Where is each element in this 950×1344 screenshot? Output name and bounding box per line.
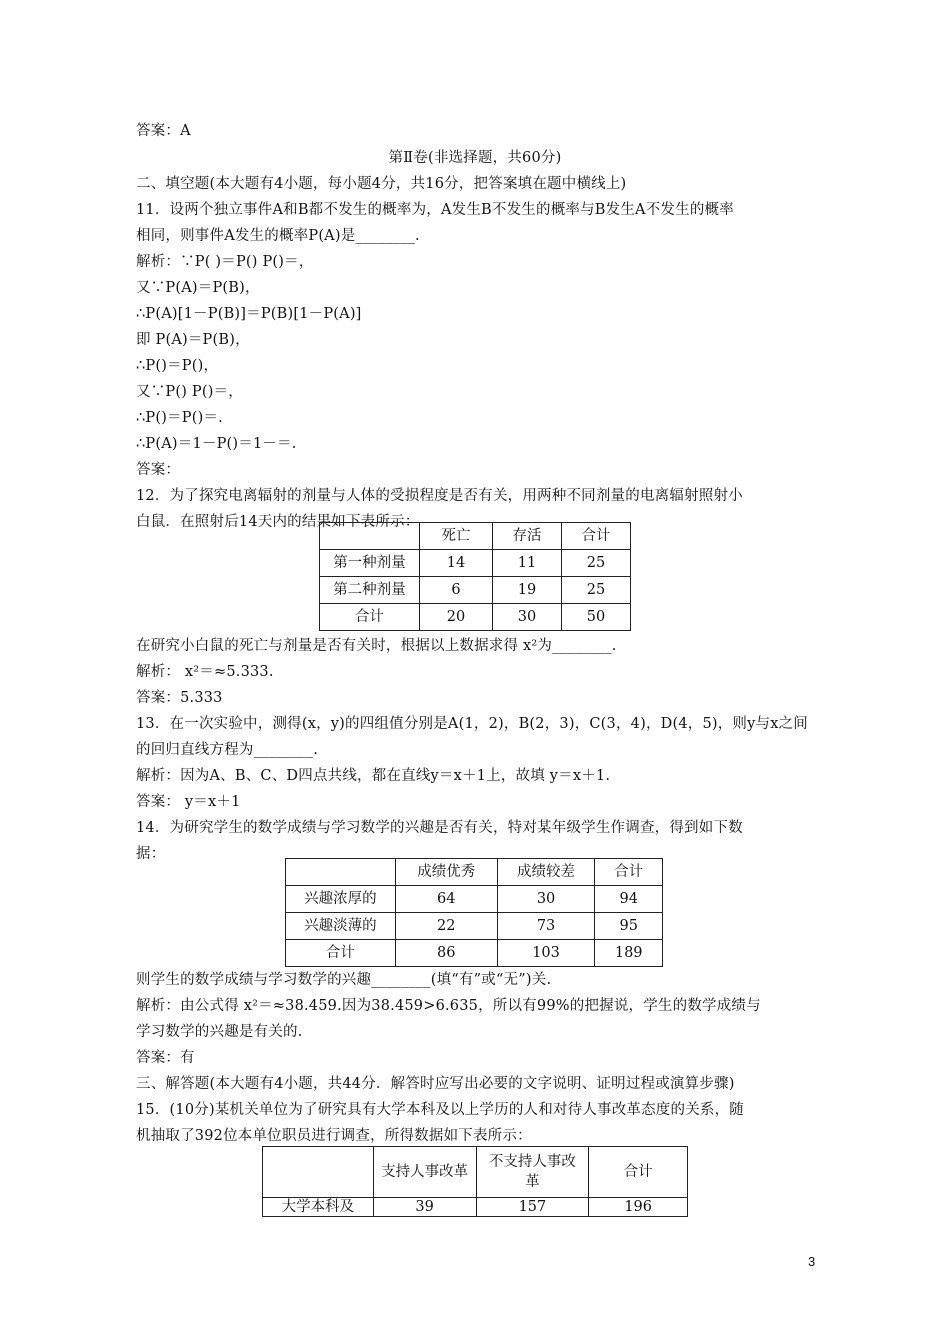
question-12-line2: 白鼠．在照射后14天内的结果如下表所示： (136, 514, 420, 530)
table-cell: 合计 (589, 1147, 688, 1198)
table-cell: 30 (497, 886, 595, 913)
table-cell: 95 (595, 913, 663, 940)
table-cell: 死亡 (419, 523, 492, 550)
section-heading-solve: 三、解答题(本大题有4小题，共44分．解答时应写出必要的文字说明、证明过程或演算步骤) (136, 1076, 735, 1092)
question-15-line2: 机抽取了392位本单位职员进行调查，所得数据如下表所示： (136, 1128, 532, 1144)
table-cell: 19 (493, 577, 562, 604)
table-cell: 196 (589, 1198, 688, 1217)
solution-11-line7: ∴P()＝P()＝. (136, 410, 223, 426)
answer-13: 答案： y＝x＋1 (136, 794, 241, 810)
table-cell: 86 (395, 940, 497, 967)
table-cell: 64 (395, 886, 497, 913)
table-cell: 73 (497, 913, 595, 940)
solution-13: 解析：因为A、B、C、D四点共线，都在直线y＝x＋1上，故填 y＝x＋1. (136, 768, 611, 784)
solution-11-line6: 又∵P() P()＝， (136, 384, 243, 400)
table-cell: 39 (373, 1198, 476, 1217)
table-cell: 兴趣浓厚的 (286, 886, 396, 913)
table-cell: 94 (595, 886, 663, 913)
answer-10: 答案：A (136, 123, 191, 139)
question-13-line2: 的回归直线方程为________. (136, 742, 319, 758)
table-cell: 成绩较差 (497, 859, 595, 886)
table-cell: 50 (561, 604, 630, 631)
solution-12: 解析： x²＝≈5.333. (136, 664, 274, 680)
question-13-line1: 13．在一次实验中，测得(x，y)的四组值分别是A(1，2)，B(2，3)，C(3，4)，D(4，5)，则y与x之间 (136, 716, 809, 732)
table-cell (263, 1147, 374, 1198)
table-cell: 合计 (595, 859, 663, 886)
table-cell: 157 (476, 1198, 589, 1217)
table-row (286, 913, 663, 940)
table-cell: 22 (395, 913, 497, 940)
question-14-line2: 据： (136, 846, 166, 862)
table-header-row (263, 1147, 688, 1198)
table-cell: 189 (595, 940, 663, 967)
table-cell: 合计 (561, 523, 630, 550)
answer-11: 答案： (136, 462, 181, 478)
question-12-line1: 12．为了探究电离辐射的剂量与人体的受损程度是否有关，用两种不同剂量的电离辐射照射小 (136, 488, 743, 504)
table-row (286, 940, 663, 967)
table-cell: 25 (561, 577, 630, 604)
section-title-part2: 第Ⅱ卷(非选择题，共60分) (388, 150, 562, 166)
section-heading-fill-in: 二、填空题(本大题有4小题，每小题4分，共16分，把答案填在题中横线上) (136, 176, 627, 192)
question-11-line1: 11．设两个独立事件A和B都不发生的概率为，A发生B不发生的概率与B发生A不发生的概率 (136, 202, 734, 218)
question-15-line1: 15．(10分)某机关单位为了研究具有大学本科及以上学历的人和对待人事改革态度的关系，随 (136, 1102, 745, 1118)
answer-14: 答案：有 (136, 1050, 195, 1066)
table-cell: 103 (497, 940, 595, 967)
table-reform (262, 1146, 688, 1217)
question-11-line2: 相同，则事件A发生的概率P(A)是________. (136, 228, 420, 244)
solution-11-line1: 解析：∵P( )＝P() P()＝， (136, 254, 314, 270)
table-row (320, 550, 631, 577)
table-interest (285, 858, 663, 967)
solution-11-line8: ∴P(A)＝1－P()＝1－＝. (136, 436, 297, 452)
table-radiation (319, 522, 631, 631)
question-14-line1: 14．为研究学生的数学成绩与学习数学的兴趣是否有关，特对某年级学生作调查，得到如下数 (136, 820, 743, 836)
table-header-row (320, 523, 631, 550)
table-cell: 14 (419, 550, 492, 577)
solution-14-line2: 学习数学的兴趣是有关的. (136, 1024, 303, 1040)
table-cell: 大学本科及 (263, 1198, 374, 1217)
table-cell: 第一种剂量 (320, 550, 420, 577)
table-cell: 11 (493, 550, 562, 577)
question-12-line3: 在研究小白鼠的死亡与剂量是否有关时，根据以上数据求得 x²为________. (136, 638, 617, 654)
table-cell: 第二种剂量 (320, 577, 420, 604)
solution-14-line1: 解析：由公式得 x²＝≈38.459.因为38.459>6.635，所以有99%的把握说，学生的数学成绩与 (136, 998, 761, 1014)
table-cell: 30 (493, 604, 562, 631)
table-row (286, 886, 663, 913)
solution-11-line3: ∴P(A)[1－P(B)]＝P(B)[1－P(A)] (136, 306, 362, 322)
table-cell: 25 (561, 550, 630, 577)
table-cell (286, 859, 396, 886)
table-cell: 存活 (493, 523, 562, 550)
table-cell (320, 523, 420, 550)
table-row (263, 1198, 688, 1217)
table-cell: 20 (419, 604, 492, 631)
table-cell: 6 (419, 577, 492, 604)
table-cell: 成绩优秀 (395, 859, 497, 886)
table-cell: 合计 (320, 604, 420, 631)
page-number: 3 (808, 1254, 816, 1269)
solution-11-line4: 即 P(A)＝P(B)， (136, 332, 250, 348)
solution-11-line2: 又∵P(A)＝P(B)， (136, 280, 260, 296)
table-cell: 不支持人事改革 (476, 1147, 589, 1198)
table-row (320, 604, 631, 631)
table-header-row (286, 859, 663, 886)
table-row (320, 577, 631, 604)
table-cell: 合计 (286, 940, 396, 967)
answer-12: 答案：5.333 (136, 690, 223, 706)
solution-11-line5: ∴P()＝P()， (136, 358, 219, 374)
table-cell: 兴趣淡薄的 (286, 913, 396, 940)
question-14-line3: 则学生的数学成绩与学习数学的兴趣________(填“有”或“无”)关. (136, 972, 552, 988)
table-cell: 支持人事改革 (373, 1147, 476, 1198)
